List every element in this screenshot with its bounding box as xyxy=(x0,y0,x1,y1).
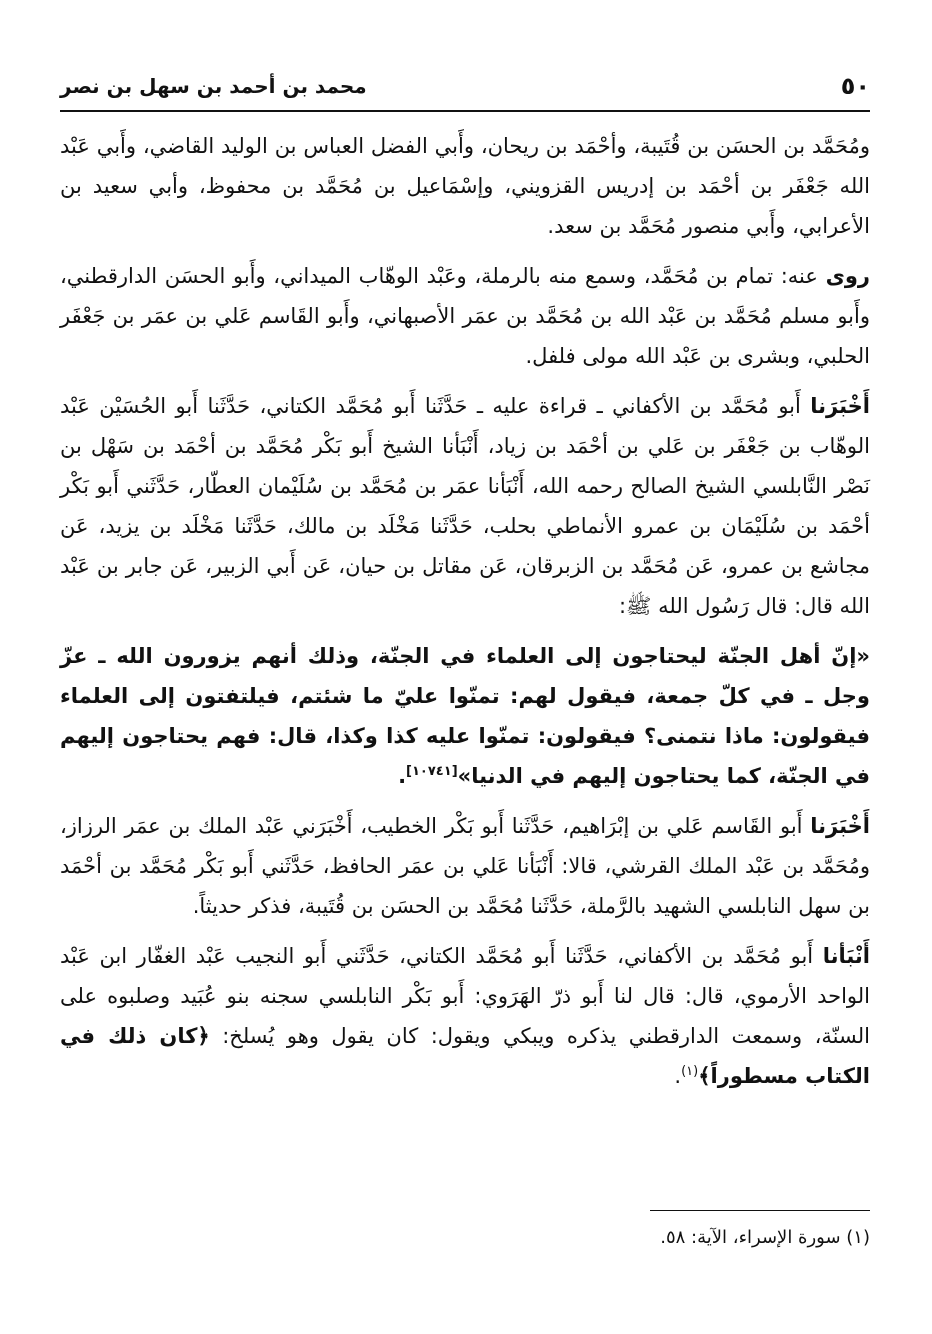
paragraph-text: ومُحَمَّد بن الحسَن بن قُتَيبة، وأحْمَد بن ريحان، وأَبي الفضل العباس بن الوليد القاضي، وأَبي عَبْد الله جَعْفَر بن أحْمَد بن إدريس القزويني، وإسْمَاعيل بن مُحَمَّد بن محفوظ، وأبي سعيد بن الأعرابي، وأَبي منصور مُحَمَّد بن سعد. xyxy=(60,134,870,238)
page-body xyxy=(60,126,870,1096)
paragraph-hadith xyxy=(60,636,870,796)
footnote-marker: (١) xyxy=(681,1064,699,1079)
hadith-reference-number: [١٠٧٤١] xyxy=(406,764,458,779)
paragraph-narrators xyxy=(60,256,870,376)
hadith-text: «إنّ أهل الجنّة ليحتاجون إلى العلماء في الجنّة، وذلك أنهم يزورون الله ـ عزّ وجل ـ في كلّ جمعة، فيقول لهم: تمنّوا عليّ ما شئتم، فيلتفتون إلى العلماء فيقولون: ماذا نتمنى؟ فيقولون: تمنّوا عليه كذا وكذا، قال: فهم يحتاجون إليهم في الجنّة، كما يحتاجون إليهم في الدنيا» xyxy=(60,644,870,788)
paragraph-text: أَبو القَاسم عَلي بن إبْرَاهيم، حَدَّثَنا أَبو بَكْر الخطيب، أَخْبَرَني عَبْد الملك بن عمَر الرزاز، ومُحَمَّد بن عَبْد الملك القرشي، قالا: أَنْبَأنا عَلي بن عمَر الحافظ، حَدَّثَني أَبو بَكْر مُحَمَّد بن أحْمَد بن سهل النابلسي الشهيد بالرَّملة، حَدَّثَنا مُحَمَّد بن الحسَن بن قُتَيبة، فذكر حديثاً. xyxy=(60,814,870,918)
paragraph-teachers xyxy=(60,126,870,246)
paragraph-lead: أَنْبَأنا xyxy=(822,944,870,968)
paragraph-lead: روى xyxy=(825,264,870,288)
footnote xyxy=(660,1223,870,1253)
hadith-end: . xyxy=(398,764,407,788)
paragraph-lead: أَخْبَرَنا xyxy=(810,394,870,418)
paragraph-lead: أَخْبَرَنا xyxy=(810,814,870,838)
paragraph-text: عنه: تمام بن مُحَمَّد، وسمع منه بالرملة، وعَبْد الوهّاب الميداني، وأَبو الحسَن الدارقطني، وأَبو مسلم مُحَمَّد بن عَبْد الله بن مُحَمَّد بن عمَر الأصبهاني، وأَبو القَاسم عَلي بن عمَر بن جَعْفَر الحلبي، وبشرى بن عَبْد الله مولى فلفل. xyxy=(60,264,870,368)
footnote-divider xyxy=(650,1210,870,1211)
book-page xyxy=(60,70,870,1304)
footnote-text: (١) سورة الإسراء، الآية: ٥٨. xyxy=(660,1227,870,1248)
page-number: ٥٠ xyxy=(840,72,870,100)
paragraph-end: . xyxy=(674,1064,682,1088)
quran-quote: ﴿كان ذلك في الكتاب مسطوراً﴾ xyxy=(60,1024,870,1088)
page-header xyxy=(60,70,870,112)
running-title: محمد بن أحمد بن سهل بن نصر xyxy=(60,74,367,98)
paragraph-isnad-1 xyxy=(60,386,870,626)
paragraph-isnad-3 xyxy=(60,936,870,1096)
paragraph-text: أَبو مُحَمَّد بن الأكفاني، حَدَّثَنا أَبو مُحَمَّد الكتاني، حَدَّثَني أَبو النجيب عَبْد الغفّار ابن عَبْد الواحد الأرموي، قال: قال لنا أَبو ذرّ الهَرَوي: أَبو بَكْر النابلسي سجنه بنو عُبَيد وصلبوه على السنّة، وسمعت الدارقطني يذكره ويبكي ويقول: كان يقول وهو يُسلخ: xyxy=(60,944,870,1048)
paragraph-text: أَبو مُحَمَّد بن الأكفاني ـ قراءة عليه ـ حَدَّثَنا أَبو مُحَمَّد الكتاني، حَدَّثَنا أَبو الحُسَيْن عَبْد الوهّاب بن جَعْفَر بن عَلي بن أحْمَد بن زياد، أَنْبَأنا الشيخ أَبو بَكْر مُحَمَّد بن أحْمَد بن سَهْل بن نَصْر النَّابلسي الشيخ الصالح رحمه الله، أَنْبَأنا عمَر بن مُحَمَّد بن سُلَيْمان العطّار، حَدَّثَني أَبو بَكْر أحْمَد بن سُلَيْمَان بن عمرو الأنماطي بحلب، حَدَّثَنا مَخْلَد بن مالك، حَدَّثَنا مَخْلَد بن يزيد، عَن مجاشع بن عمرو، عَن مُحَمَّد بن الزبرقان، عَن مقاتل بن حيان، عَن أَبي الزبير، عَن جابر بن عَبْد الله قال: قال رَسُول الله ﷺ: xyxy=(60,394,870,618)
paragraph-isnad-2 xyxy=(60,806,870,926)
